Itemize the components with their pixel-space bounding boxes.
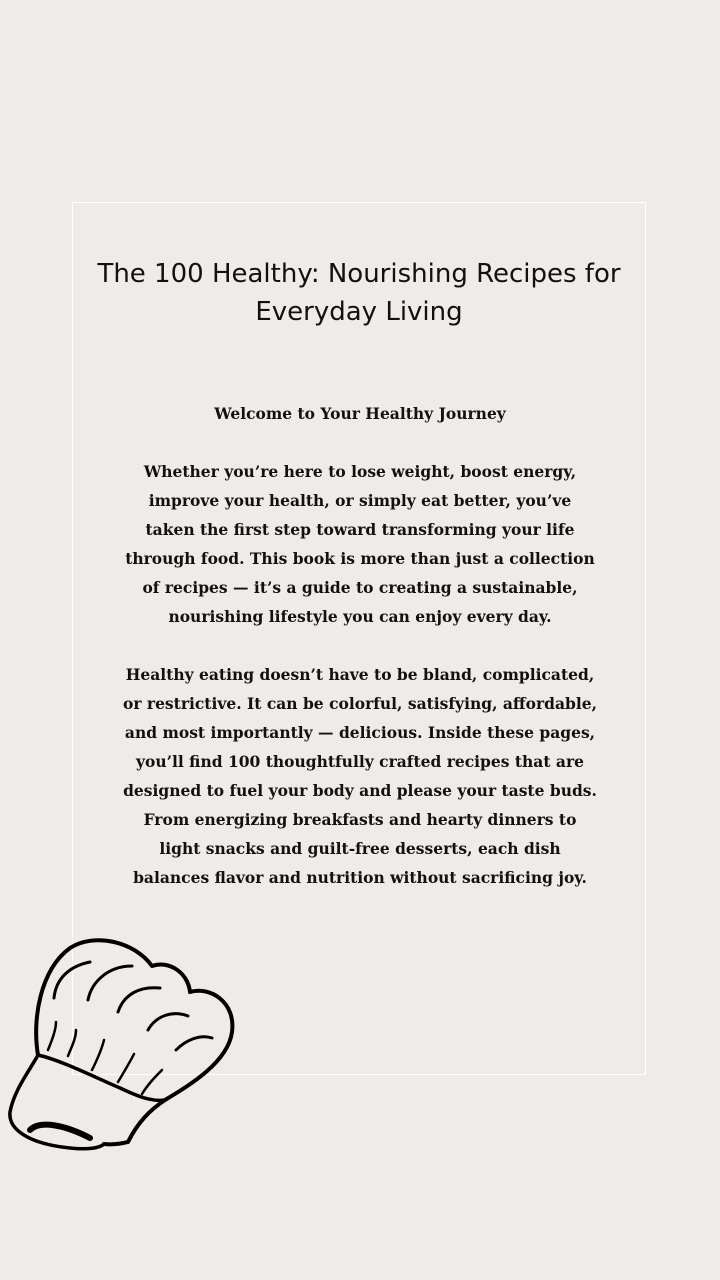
chef-hat-icon [0,930,240,1155]
page-title: The 100 Healthy: Nourishing Recipes for Everyday Living [97,259,621,327]
intro-paragraph: Whether you’re here to lose weight, boost energy, improve your health, or simply eat better, you’ve taken the first step toward transforming your life through food. This book is more than just a collection of recipes — it’s a guide to creating a sustainable, nourishing lifestyle you can enjoy every day. [125,462,595,626]
healthy-eating-paragraph: Healthy eating doesn’t have to be bland, complicated, or restrictive. It can be colorful, satisfying, affordable, and most importantly — delicious. Inside these pages, you’ll find 100 thoughtfully crafted recipes that are designed to fuel your body and please your taste buds. From energizing breakfasts and hearty dinners to light snacks and guilt-free desserts, each dish balances flavor and nutrition without sacrificing joy. [123,665,597,887]
body-text [123,399,597,892]
section-heading: Welcome to Your Healthy Journey [214,404,506,423]
